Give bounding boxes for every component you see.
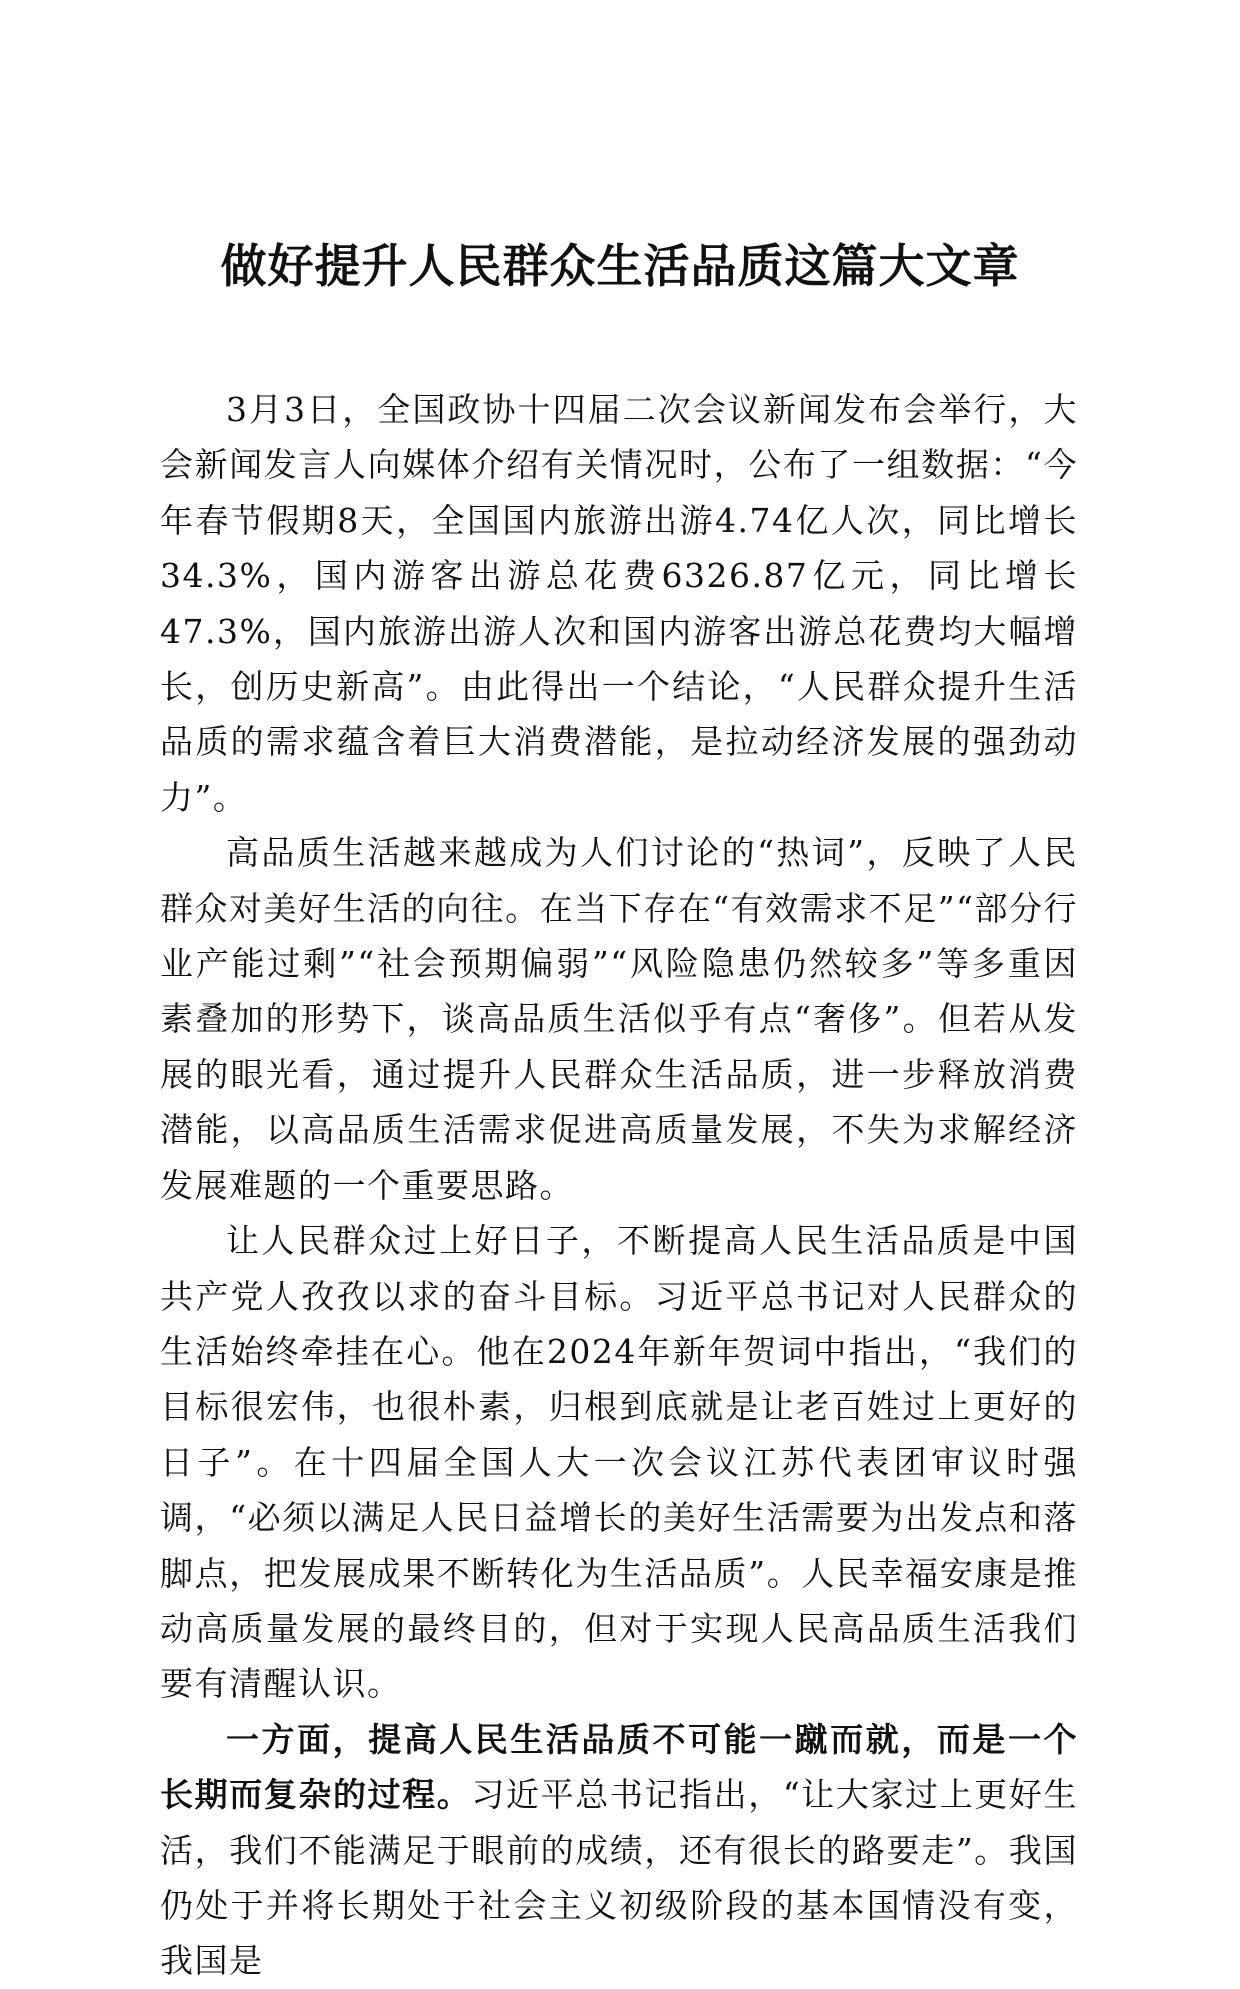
document-title: 做好提升人民群众生活品质这篇大文章 bbox=[220, 239, 1020, 293]
paragraph-1: 3月3日，全国政协十四届二次会议新闻发布会举行，大会新闻发言人向媒体介绍有关情况时，公布了一组数据：“今年春节假期8天，全国国内旅游出游4.74亿人次，同比增长34.3%，国内游客出游总花费6326.87亿元，同比增长47.3%，国内旅游出游人次和国内游客出游总花费均大幅增长，创历史新高”。由此得出一个结论，“人民群众提升生活品质的需求蕴含着巨大消费潜能，是拉动经济发展的强劲动力”。 bbox=[160, 390, 1078, 817]
paragraph-3: 让人民群众过上好日子，不断提高人民生活品质是中国共产党人孜孜以求的奋斗目标。习近平总书记对人民群众的生活始终牵挂在心。他在2024年新年贺词中指出，“我们的目标很宏伟，也很朴素，归根到底就是让老百姓过上更好的日子”。在十四届全国人大一次会议江苏代表团审议时强调，“必须以满足人民日益增长的美好生活需要为出发点和落脚点，把发展成果不断转化为生活品质”。人民幸福安康是推动高质量发展的最终目的，但对于实现人民高品质生活我们要有清醒认识。 bbox=[160, 1221, 1078, 1704]
paragraph-4-text: 习近平总书记指出，“让大家过上更好生活，我们不能满足于眼前的成绩，还有很长的路要走”。我国仍处于并将长期处于社会主义初级阶段的基本国情没有变，我国是 bbox=[160, 1775, 1079, 1981]
document-body bbox=[160, 382, 1078, 1989]
paragraph-2: 高品质生活越来越成为人们讨论的“热词”，反映了人民群众对美好生活的向往。在当下存在“有效需求不足”“部分行业产能过剩”“社会预期偏弱”“风险隐患仍然较多”等多重因素叠加的形势下，谈高品质生活似乎有点“奢侈”。但若从发展的眼光看，通过提升人民群众生活品质，进一步释放消费潜能，以高品质生活需求促进高质量发展，不失为求解经济发展难题的一个重要思路。 bbox=[160, 833, 1078, 1205]
paragraph-4 bbox=[160, 1712, 1078, 1989]
paragraph-4-bold-lead: 一方面，提高人民生活品质不可能一蹴而就，而是一个长期而复杂的过程。 bbox=[160, 1719, 1078, 1815]
